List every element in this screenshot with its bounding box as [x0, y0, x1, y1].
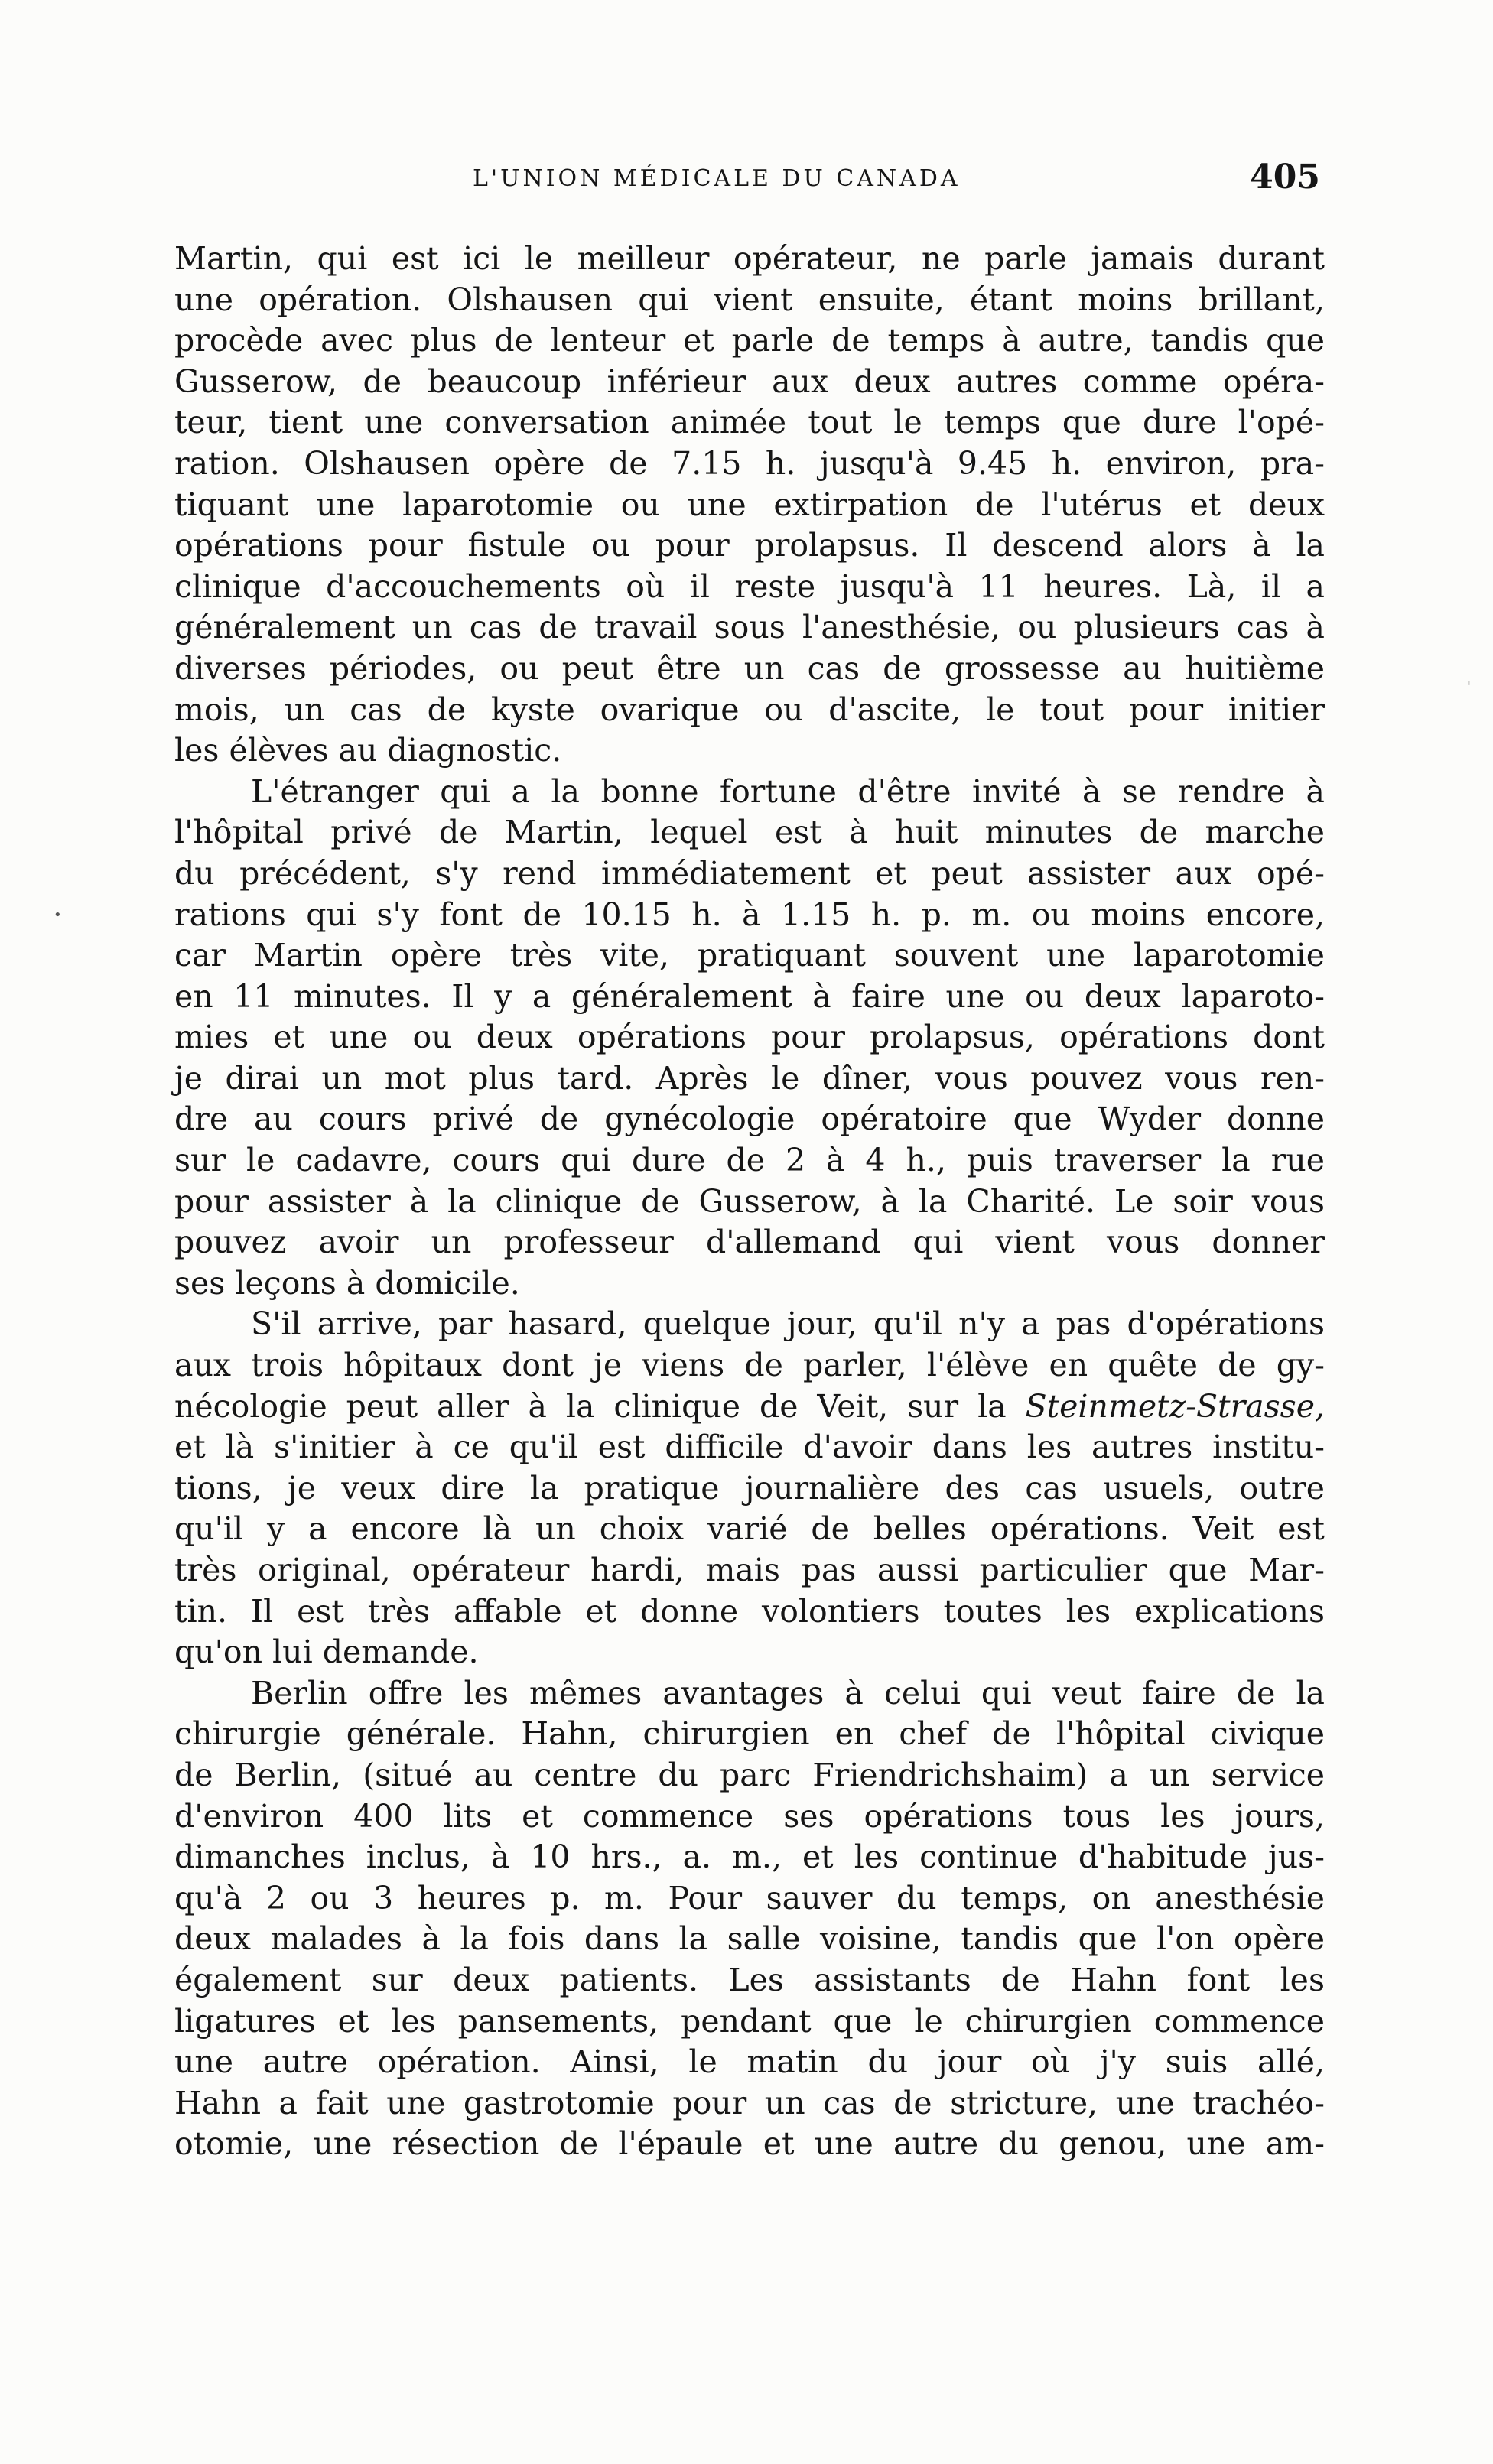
page-number: 405 — [1250, 158, 1320, 197]
text-line: procède avec plus de lenteur et parle de temps à autre, tandis que — [174, 322, 1325, 359]
text-line: l'hôpital privé de Martin, lequel est à huit minutes de marche — [174, 814, 1325, 851]
text-line: rations qui s'y font de 10.15 h. à 1.15 h. p. m. ou moins encore, — [174, 896, 1325, 933]
text-line: Gusserow, de beaucoup inférieur aux deux autres comme opéra- — [174, 362, 1325, 400]
paragraph-3 — [174, 1304, 1325, 1672]
text-line: mois, un cas de kyste ovarique ou d'ascite, le tout pour initier — [174, 691, 1325, 728]
text-line: Hahn a fait une gastrotomie pour un cas de stricture, une trachéo- — [174, 2084, 1325, 2121]
text-line: de Berlin, (situé au centre du parc Friendrichshaim) a un service — [174, 1756, 1325, 1793]
text-line: en 11 minutes. Il y a généralement à faire une ou deux laparoto- — [174, 977, 1325, 1015]
text-line: dimanches inclus, à 10 hrs., a. m., et les continue d'habitude jus- — [174, 1838, 1325, 1876]
text-line: une opération. Olshausen qui vient ensuite, étant moins brillant, — [174, 281, 1325, 318]
text-line: Martin, qui est ici le meilleur opérateur, ne parle jamais durant — [174, 240, 1325, 277]
text-line: ration. Olshausen opère de 7.15 h. jusqu'à 9.45 h. environ, pra- — [174, 444, 1325, 482]
text-line: pour assister à la clinique de Gusserow, à la Charité. Le soir vous — [174, 1182, 1325, 1220]
text-line: très original, opérateur hardi, mais pas aussi particulier que Mar- — [174, 1552, 1325, 1588]
text-line: clinique d'accouchements où il reste jusqu'à 11 heures. Là, il a — [174, 567, 1325, 605]
paragraph-1 — [174, 239, 1325, 772]
text-line: tiquant une laparotomie ou une extirpation de l'utérus et deux — [174, 486, 1325, 523]
text-line: généralement un cas de travail sous l'anesthésie, ou plusieurs cas à — [174, 609, 1325, 646]
text-line-prefix: nécologie peut aller à la clinique de Veit, sur la — [174, 1387, 1026, 1425]
margin-dot: • — [54, 907, 62, 923]
text-line: otomie, une résection de l'épaule et une autre du genou, une am- — [174, 2125, 1325, 2163]
text-line: également sur deux patients. Les assistants de Hahn font les — [174, 1961, 1325, 1998]
text-line: ses leçons à domicile. — [174, 1264, 520, 1302]
text-line: sur le cadavre, cours qui dure de 2 à 4 h., puis traverser la rue — [174, 1142, 1325, 1179]
running-title: L'UNION MÉDICALE DU CANADA — [473, 165, 961, 192]
text-line: deux malades à la fois dans la salle voisine, tandis que l'on opère — [174, 1920, 1325, 1958]
text-line: car Martin opère très vite, pratiquant souvent une laparotomie — [174, 937, 1325, 974]
text-line: qu'à 2 ou 3 heures p. m. Pour sauver du temps, on anesthésie — [174, 1879, 1325, 1916]
text-line: chirurgie générale. Hahn, chirurgien en chef de l'hôpital civique — [174, 1715, 1325, 1753]
text-line-with-street — [174, 1386, 1325, 1428]
text-line: S'il arrive, par hasard, quelque jour, qu'il n'y a pas d'opérations — [251, 1305, 1325, 1343]
paragraph-2 — [174, 772, 1325, 1305]
margin-speck: ' — [1467, 679, 1471, 695]
text-line: Berlin offre les mêmes avantages à celui qui veut faire de la — [251, 1674, 1325, 1711]
text-line: qu'on lui demande. — [174, 1633, 479, 1671]
text-line: L'étranger qui a la bonne fortune d'être invité à se rendre à — [251, 772, 1325, 810]
text-line: opérations pour fistule ou pour prolapsus. Il descend alors à la — [174, 527, 1325, 564]
page-header — [181, 158, 1325, 206]
text-line: du précédent, s'y rend immédiatement et peut assister aux opé- — [174, 854, 1325, 892]
text-line: ligatures et les pansements, pendant que le chirurgien commence — [174, 2002, 1325, 2040]
text-line: tin. Il est très affable et donne volontiers toutes les explications — [174, 1592, 1325, 1630]
text-line: pouvez avoir un professeur d'allemand qui vient vous donner — [174, 1224, 1325, 1261]
text-line: teur, tient une conversation animée tout le temps que dure l'opé- — [174, 404, 1325, 441]
text-line: les élèves au diagnostic. — [174, 732, 562, 769]
text-line: mies et une ou deux opérations pour prolapsus, opérations dont — [174, 1019, 1325, 1056]
text-line: qu'il y a encore là un choix varié de belles opérations. Veit est — [174, 1510, 1325, 1548]
text-line: aux trois hôpitaux dont je viens de parler, l'élève en quête de gy- — [174, 1347, 1325, 1384]
body-text — [174, 239, 1325, 2165]
text-line: dre au cours privé de gynécologie opératoire que Wyder donne — [174, 1100, 1325, 1138]
text-line: d'environ 400 lits et commence ses opérations tous les jours, — [174, 1797, 1325, 1835]
paragraph-4 — [174, 1673, 1325, 2165]
text-line: diverses périodes, ou peut être un cas de grossesse au huitième — [174, 649, 1325, 687]
text-line: tions, je veux dire la pratique journalière des cas usuels, outre — [174, 1469, 1325, 1507]
text-line: je dirai un mot plus tard. Après le dîner, vous pouvez vous ren- — [174, 1059, 1325, 1097]
text-line: et là s'initier à ce qu'il est difficile d'avoir dans les autres institu- — [174, 1429, 1325, 1466]
street-name: Steinmetz-Strasse, — [1025, 1387, 1325, 1425]
text-line: une autre opération. Ainsi, le matin du jour où j'y suis allé, — [174, 2043, 1325, 2081]
